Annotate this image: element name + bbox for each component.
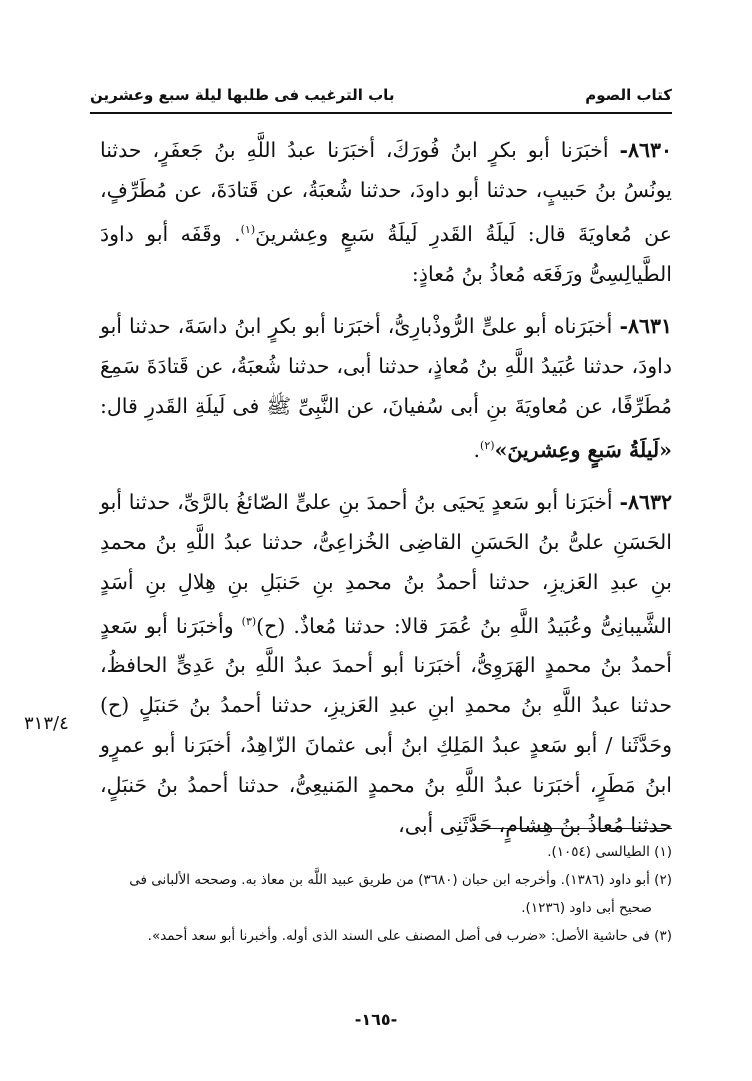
footnotes xyxy=(90,838,672,950)
main-text xyxy=(100,130,672,853)
hadith-text: أخبَرَنا أبو بكرٍ ابنُ فُورَكَ، أخبَرَنا عبدُ اللَّهِ بنُ جَعفَرٍ، حدثنا يونُسُ بنُ حَبيبٍ، حدثنا أبو داودَ، حدثنا شُعبَةُ، عن قَتادَةَ، عن مُطَرِّفٍ، عن مُعاويَةَ قال: لَيلَةُ القَدرِ لَيلَةُ سَبعٍ وعِشرينَ xyxy=(100,138,672,246)
hadith-text-continued: . وقَفَه أبو داودَ الطَّيالِسِىُّ ورَفَعَه مُعاذُ بنُ مُعاذٍ: xyxy=(100,221,672,286)
hadith-paragraph-8631 xyxy=(100,306,672,470)
footnote-2: (٢) أبو داود (١٣٨٦). وأخرجه ابن حبان (٣٦٨٠) من طريق عبيد اللَّه بن معاذ به. وصححه الألبانى فى xyxy=(129,872,672,888)
footnote-marker: (١) xyxy=(240,223,256,236)
margin-volume-page-reference: ٣١٣/٤ xyxy=(24,713,69,734)
hadith-text-continued: . xyxy=(473,437,481,462)
footnote-2-continued: صحيح أبى داود (١٢٣٦). xyxy=(521,900,652,916)
header-divider xyxy=(90,112,672,114)
hadith-text: أخبَرَنا أبو سَعدٍ يَحيَى بنُ أحمدَ بنِ علىٍّ الصّائغُ بالرَّىِّ، حدثنا أبو الحَسَنِ علىُّ بنُ الحَسَنِ القاضِى الخُزاعِىُّ، حدثنا عبدُ اللَّهِ بنُ محمدِ بنِ عبدِ العَزيزِ، حدثنا أحمدُ بنُ محمدِ بنِ حَنبَلِ بنِ هِلالِ بنِ أسَدٍ الشَّيبانِىُّ وعُبَيدُ اللَّهِ بنُ عُمَرَ قالا: حدثنا مُعاذٌ. (ح) xyxy=(100,489,672,638)
footnote-divider xyxy=(472,828,672,829)
footnote-marker: (٢) xyxy=(480,438,495,452)
book-title: كتاب الصوم xyxy=(585,86,672,104)
footnote-marker: (٣) xyxy=(241,614,257,628)
hadith-number: ٨٦٣٠- xyxy=(619,138,672,162)
hadith-number: ٨٦٣٢- xyxy=(619,489,672,514)
hadith-text: أخبَرَناه أبو علىٍّ الرُّوذْبارِىُّ، أخبَرَنا أبو بكرٍ ابنُ داسَةَ، حدثنا أبو داودَ، حدثنا عُبَيدُ اللَّهِ بنُ مُعاذٍ، حدثنا أبى، حدثنا شُعبَةُ، عن قَتادَةَ سَمِعَ مُطَرِّفًا، عن مُعاويَةَ بنِ أبى سُفيانَ، عن النَّبِىِّ ﷺ فى لَيلَةِ القَدرِ قال: xyxy=(100,313,672,418)
page-number: -١٦٥- xyxy=(354,1010,398,1029)
footnote-3: (٣) فى حاشية الأصل: «ضرب فى أصل المصنف على السند الذى أوله. وأخبرنا أبو سعد أحمد». xyxy=(147,928,672,944)
hadith-number: ٨٦٣١- xyxy=(619,313,672,338)
prophetic-quote: «لَيلَةُ سَبعٍ وعِشرينَ» xyxy=(494,437,672,462)
chapter-title: باب الترغيب فى طلبها ليلة سبع وعشرين xyxy=(90,86,395,104)
hadith-text-continued: وأخبَرَنا أبو سَعدٍ أحمدُ بنُ محمدٍ الهَرَوِىُّ، أخبَرَنا أبو أحمدَ عبدُ اللَّهِ بنُ عَدِىٍّ الحافظُ، حدثنا عبدُ اللَّهِ بنُ محمدِ ابنِ عبدِ العَزيزِ، حدثنا أحمدُ بنُ حَنبَلٍ (ح) وحَدَّثَنا / أبو سَعدٍ عبدُ المَلِكِ ابنُ أبى عثمانَ الزّاهِدُ، أخبَرَنا أبو عمرٍو ابنُ مَطَرٍ، أخبَرَنا عبدُ اللَّهِ بنُ محمدٍ المَنيعِىُّ، حدثنا أحمدُ بنُ حَنبَلٍ، حدثنا مُعاذُ بنُ هِشامٍ، حَدَّثَنِى أبى، xyxy=(100,613,672,838)
running-header xyxy=(90,82,672,110)
hadith-paragraph-8630 xyxy=(100,130,672,294)
footnote-1: (١) الطيالسى (١٠٥٤). xyxy=(547,844,672,860)
hadith-paragraph-8632 xyxy=(100,482,672,846)
